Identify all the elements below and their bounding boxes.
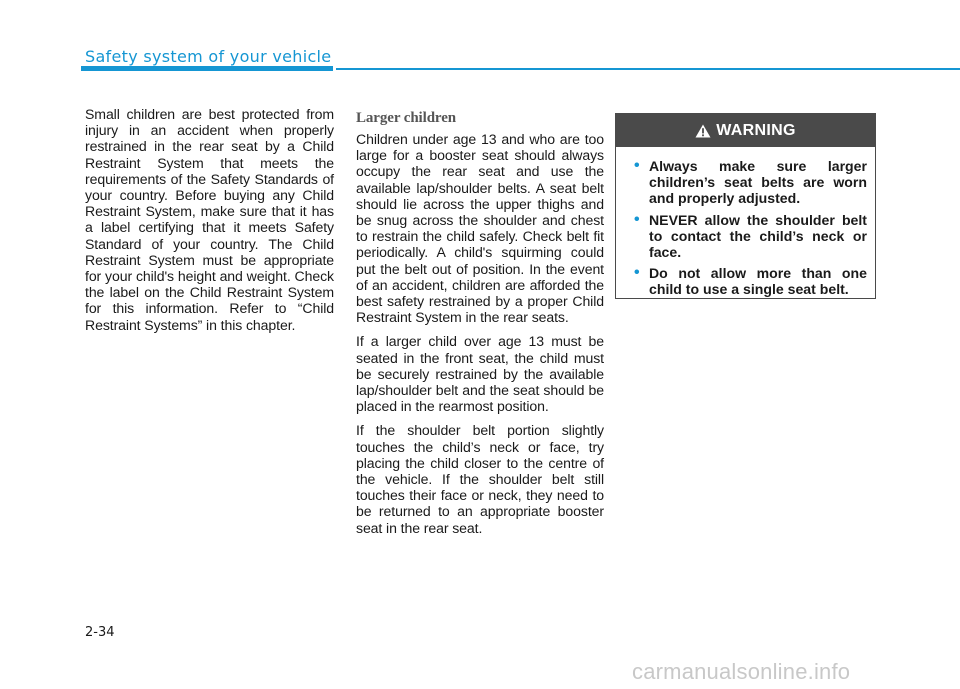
warning-list [616, 147, 875, 298]
watermark: carmanualsonline.info [632, 659, 851, 684]
header-rule-thin [336, 68, 960, 70]
warning-triangle-icon [695, 124, 711, 138]
body-paragraph: Children under age 13 and who are too large for a booster seat should always occupy the rear seat and use the available lap/shoulder belts. A seat belt should lie across the upper thighs and be snug across the shoulder and chest to restrain the child safely. Check belt fit periodically. A child's squirming could put the belt out of position. In the event of an accident, children are afforded the best safety restrained by a proper Child Restraint System in the rear seats. [356, 131, 604, 326]
bullet-icon: • [634, 210, 640, 228]
header-rule-thick [81, 66, 333, 71]
body-paragraph: Small children are best protected from injury in an accident when properly restrained in the rear seat by a Child Restraint System that meets the requirements of the Safety Standards of your country. Before buying any Child Restraint System, make sure that it has a label certifying that it meets Safety Standard of your country. The Child Restraint System must be appropriate for your child's height and weight. Check the label on the Child Restraint System for this information. Refer to “Child Restraint Systems” in this chapter. [85, 106, 334, 333]
section-heading: Larger children [356, 110, 457, 126]
warning-title: WARNING [716, 121, 796, 139]
warning-header [616, 114, 875, 147]
bullet-icon: • [634, 157, 640, 174]
warning-item [634, 158, 867, 207]
bullet-icon: • [634, 264, 640, 282]
middle-column [356, 110, 604, 544]
warning-item [634, 212, 867, 261]
body-paragraph: If the shoulder belt portion slightly touches the child’s neck or face, try placing the child closer to the centre of the vehicle. If the shoulder belt still touches their face or neck, they need to be returned to an appropriate booster seat in the rear seat. [356, 422, 604, 536]
warning-item [634, 265, 867, 297]
section-title: Safety system of your vehicle [85, 47, 332, 66]
body-paragraph: If a larger child over age 13 must be seated in the front seat, the child must be securely restrained by the available lap/shoulder belt and the seat should be placed in the rearmost position. [356, 333, 604, 415]
warning-item-text: Do not allow more than one child to use a single seat belt. [649, 265, 867, 298]
warning-item-text: Always make sure larger children’s seat belts are worn and properly adjusted. [649, 158, 867, 207]
warning-box [615, 113, 876, 299]
left-column [85, 106, 334, 341]
page-number: 2-34 [85, 625, 115, 640]
warning-item-text: NEVER allow the shoulder belt to contact the child’s neck or face. [649, 211, 867, 261]
